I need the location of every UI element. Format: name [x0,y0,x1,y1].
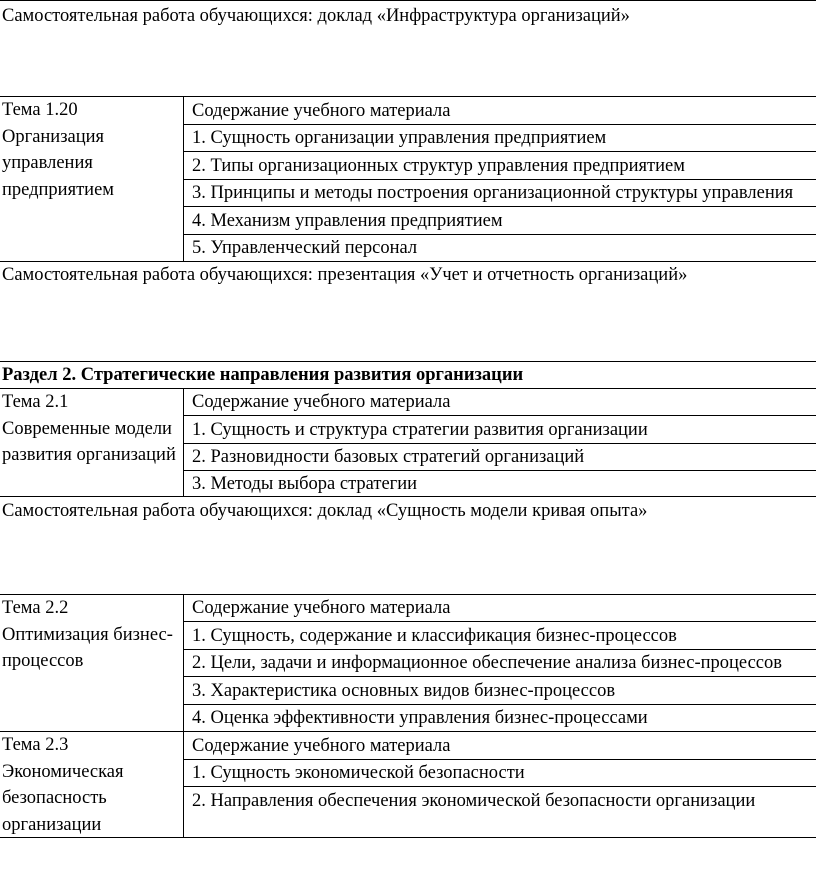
column-divider [183,388,184,496]
table-border [183,621,816,622]
content-row: 2. Разновидности базовых стратегий организаций [192,447,585,467]
content-row: 1. Сущность экономической безопасности [192,763,525,783]
content-row: 3. Методы выбора стратегии [192,474,418,494]
content-row: 4. Оценка эффективности управления бизнес-процессами [192,708,648,728]
table-border [0,261,816,262]
content-row: 3. Принципы и методы построения организационной структуры управления [192,183,794,203]
table-border [0,361,816,362]
topic-name: Организация управления предприятием [2,126,114,200]
content-row: 2. Цели, задачи и информационное обеспечение анализа бизнес-процессов [192,653,782,673]
content-row: 2. Типы организационных структур управления предприятием [192,156,685,176]
content-row: 1. Сущность организации управления предприятием [192,128,607,148]
content-row: 1. Сущность и структура стратегии развития организации [192,420,648,440]
table-border [183,151,816,152]
table-border [183,206,816,207]
topic-number: Тема 1.20 [2,100,78,120]
section-heading: Раздел 2. Стратегические направления развития организации [2,365,524,385]
topic-cell [2,97,180,203]
topic-number: Тема 2.1 [2,392,69,412]
content-row: 5. Управленческий персонал [192,238,418,258]
topic-name: Оптимизация бизнес-процессов [2,624,173,671]
topic-name: Экономическая безопасность организации [2,761,124,835]
content-row: Содержание учебного материала [192,392,451,412]
topic-number: Тема 2.3 [2,735,69,755]
table-border [183,470,816,471]
column-divider [183,594,184,731]
content-row: Содержание учебного материала [192,598,451,618]
content-row: Содержание учебного материала [192,736,451,756]
table-border [0,496,816,497]
table-border [183,786,816,787]
content-row: 4. Механизм управления предприятием [192,211,503,231]
self-study-note: Самостоятельная работа обучающихся: доклад «Инфраструктура организаций» [2,6,630,26]
column-divider [183,731,184,837]
self-study-note: Самостоятельная работа обучающихся: доклад «Сущность модели кривая опыта» [2,501,648,521]
topic-number: Тема 2.2 [2,598,69,618]
content-row: 3. Характеристика основных видов бизнес-процессов [192,681,616,701]
table-border [183,676,816,677]
table-border [183,234,816,235]
table-border [183,124,816,125]
table-border [183,704,816,705]
content-row: 2. Направления обеспечения экономической безопасности организации [192,791,756,811]
column-divider [183,96,184,261]
content-row: Содержание учебного материала [192,101,451,121]
topic-name: Современные модели развития организаций [2,418,176,465]
table-border [183,443,816,444]
topic-cell [2,389,180,469]
content-row: 1. Сущность, содержание и классификация бизнес-процессов [192,626,677,646]
topic-cell [2,595,180,675]
table-border [0,0,816,1]
self-study-note: Самостоятельная работа обучающихся: презентация «Учет и отчетность организаций» [2,265,688,285]
table-border [183,179,816,180]
topic-cell [2,732,180,838]
table-border [183,415,816,416]
table-border [183,649,816,650]
table-border [183,759,816,760]
